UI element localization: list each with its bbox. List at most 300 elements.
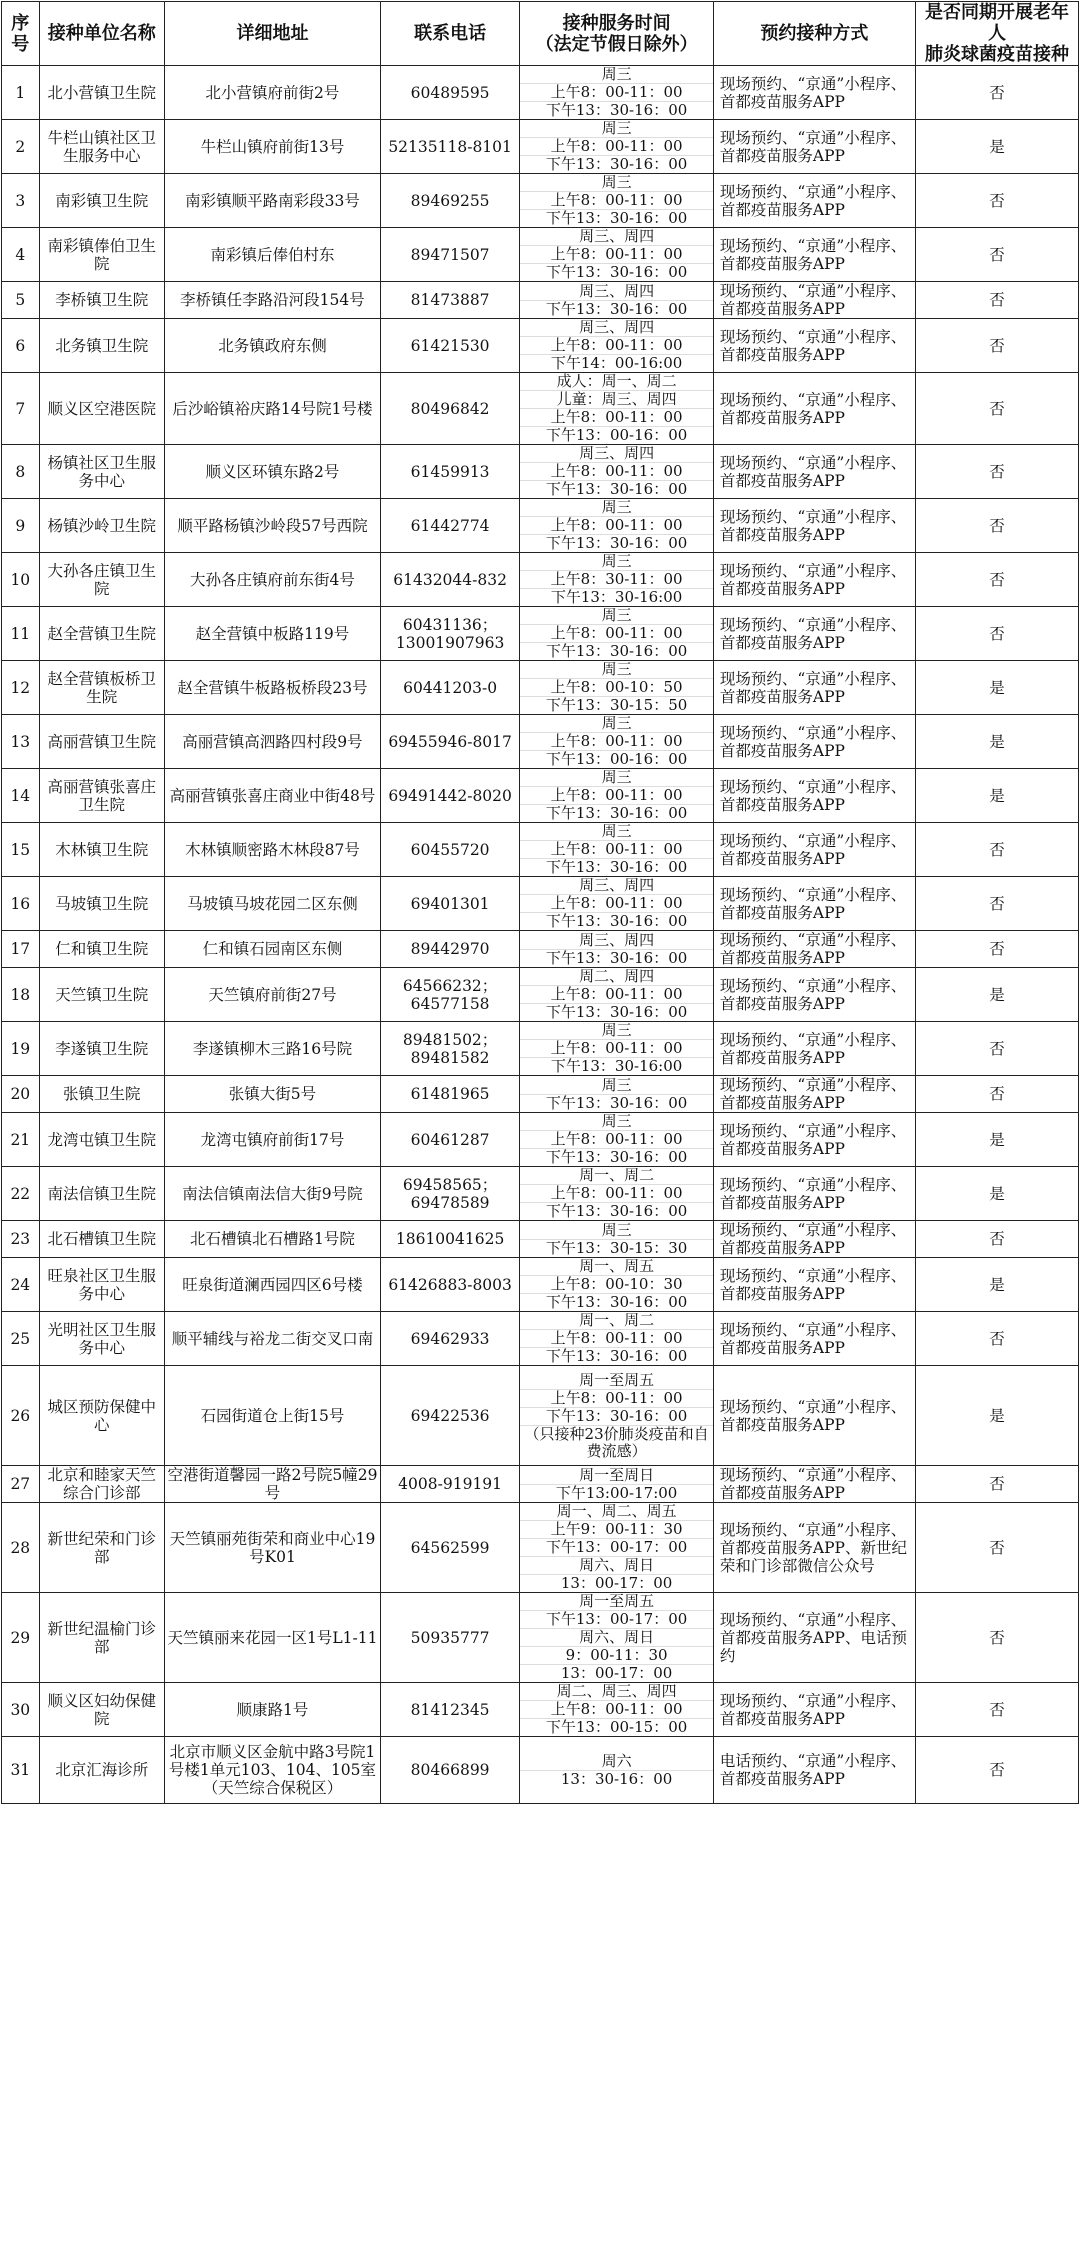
service-time-line: 下午13：30-16：00 [545,642,688,660]
pneumo-vaccine-flag: 是 [915,1167,1078,1221]
site-name: 北京和睦家天竺综合门诊部 [39,1466,164,1503]
site-address: 北京市顺义区金航中路3号院1号楼1单元103、104、105室（天竺综合保税区） [165,1737,381,1804]
site-phone: 61442774 [380,499,519,553]
service-time-line: 下午14：00-16:00 [550,354,683,372]
header-pneumo-line1: 是否同期开展老年人 [924,2,1069,44]
service-time-line: 周三 [520,1222,713,1240]
site-name: 大孙各庄镇卫生院 [39,553,164,607]
site-name: 李遂镇卫生院 [39,1022,164,1076]
site-address: 大孙各庄镇府前东街4号 [165,553,381,607]
service-time [520,319,714,373]
site-phone: 69462933 [380,1312,519,1366]
pneumo-vaccine-flag: 是 [915,661,1078,715]
booking-method: 现场预约、“京通”小程序、首都疫苗服务APP [713,931,915,968]
service-time-line: 上午8：00-11：00 [520,1701,713,1719]
service-time [520,553,714,607]
site-address: 龙湾屯镇府前街17号 [165,1113,381,1167]
service-time-line: 上午8：00-11：00 [520,841,713,859]
table-row [2,607,1079,661]
row-number: 31 [2,1737,40,1804]
row-number: 13 [2,715,40,769]
pneumo-vaccine-flag: 否 [915,445,1078,499]
booking-method: 现场预约、“京通”小程序、首都疫苗服务APP [713,553,915,607]
table-row [2,1221,1079,1258]
service-time-line: 周一至周五 [520,1593,713,1611]
pneumo-vaccine-flag: 是 [915,769,1078,823]
site-name: 南彩镇俸伯卫生院 [39,228,164,282]
service-time-line: 上午8：00-11：00 [520,1390,713,1408]
booking-method: 现场预约、“京通”小程序、首都疫苗服务APP [713,1466,915,1503]
booking-method: 现场预约、“京通”小程序、首都疫苗服务APP [713,1312,915,1366]
row-number: 29 [2,1593,40,1683]
service-time-line: 周三、周四 [520,319,713,337]
site-phone: 50935777 [380,1593,519,1683]
pneumo-vaccine-flag: 否 [915,228,1078,282]
service-time-line: 下午13：30-16：00 [545,1003,688,1021]
booking-method: 现场预约、“京通”小程序、首都疫苗服务APP [713,373,915,445]
table-row [2,1737,1079,1804]
service-time-line: 上午8：00-11：00 [520,337,713,355]
service-time-line: 周三 [520,715,713,733]
site-name: 城区预防保健中心 [39,1366,164,1466]
table-body [2,66,1079,1804]
service-time-line: 下午13：30-16：00 [545,155,688,173]
site-phone: 61481965 [380,1076,519,1113]
booking-method: 现场预约、“京通”小程序、首都疫苗服务APP [713,445,915,499]
row-number: 23 [2,1221,40,1258]
site-phone: 52135118-8101 [380,120,519,174]
service-time-line: 周三、周四 [520,283,713,301]
header-pneumo [915,2,1078,66]
table-row [2,1503,1079,1593]
service-time [520,715,714,769]
pneumo-vaccine-flag: 否 [915,1221,1078,1258]
pneumo-vaccine-flag: 是 [915,120,1078,174]
service-time-line: 下午13：30-16：00 [545,1093,688,1112]
site-name: 李桥镇卫生院 [39,282,164,319]
table-row [2,66,1079,120]
service-time-line: 周三、周四 [520,445,713,463]
site-address: 木林镇顺密路木林段87号 [165,823,381,877]
booking-method: 现场预约、“京通”小程序、首都疫苗服务APP [713,661,915,715]
row-number: 22 [2,1167,40,1221]
booking-method: 现场预约、“京通”小程序、首都疫苗服务APP [713,1167,915,1221]
header-time [520,2,714,66]
service-time-line: 上午8：00-11：00 [520,84,713,102]
service-time-line: 下午13：30-15：30 [545,1238,688,1257]
site-address: 赵全营镇中板路119号 [165,607,381,661]
service-time-line: 下午13：30-16：00 [545,858,688,876]
table-row [2,715,1079,769]
site-phone: 69455946-8017 [380,715,519,769]
pneumo-vaccine-flag: 否 [915,282,1078,319]
booking-method: 现场预约、“京通”小程序、首都疫苗服务APP [713,319,915,373]
table-row [2,823,1079,877]
service-time [520,931,714,968]
row-number: 30 [2,1683,40,1737]
booking-method: 现场预约、“京通”小程序、首都疫苗服务APP [713,1022,915,1076]
header-name: 接种单位名称 [39,2,164,66]
service-time-line: 成人：周一、周二 [520,373,713,391]
service-time-line: 下午13：30-16：00 [545,263,688,281]
site-name: 北小营镇卫生院 [39,66,164,120]
site-phone: 69491442-8020 [380,769,519,823]
pneumo-vaccine-flag: 是 [915,968,1078,1022]
service-time-line: 周三 [520,1077,713,1095]
service-time-line: 下午13：30-16：00 [545,1148,688,1166]
site-name: 南彩镇卫生院 [39,174,164,228]
site-address: 李遂镇柳木三路16号院 [165,1022,381,1076]
service-time-line: 下午13:00-17:00 [555,1483,678,1502]
site-phone: 60461287 [380,1113,519,1167]
site-address: 天竺镇丽苑街荣和商业中心19号K01 [165,1503,381,1593]
table-row [2,661,1079,715]
site-name: 仁和镇卫生院 [39,931,164,968]
service-time [520,66,714,120]
service-time-line: 周一、周二、周五 [520,1503,713,1521]
pneumo-vaccine-flag: 否 [915,1076,1078,1113]
table-row [2,282,1079,319]
table-row [2,1022,1079,1076]
site-address: 天竺镇丽来花园一区1号L1-11 [165,1593,381,1683]
service-time-line: 周一、周二 [520,1312,713,1330]
service-time-line: 周三 [520,1113,713,1131]
site-name: 杨镇社区卫生服务中心 [39,445,164,499]
service-time-line: 下午13：30-16：00 [545,948,688,967]
table-row [2,499,1079,553]
site-address: 高丽营镇张喜庄商业中街48号 [165,769,381,823]
row-number: 10 [2,553,40,607]
table-row [2,968,1079,1022]
pneumo-vaccine-flag: 是 [915,1258,1078,1312]
site-name: 顺义区妇幼保健院 [39,1683,164,1737]
service-time-line: 上午8：00-11：00 [520,625,713,643]
service-time [520,1221,714,1258]
pneumo-vaccine-flag: 否 [915,373,1078,445]
table-row [2,1466,1079,1503]
service-time-line: 下午13：30-16：00 [545,1347,688,1365]
site-name: 高丽营镇卫生院 [39,715,164,769]
service-time-line: 周三、周四 [520,932,713,950]
service-time-line: 上午8：00-11：00 [520,246,713,264]
pneumo-vaccine-flag: 否 [915,607,1078,661]
service-time-line: 儿童：周三、周四 [520,391,713,409]
table-row [2,1076,1079,1113]
table-row [2,228,1079,282]
table-row [2,319,1079,373]
header-row [2,2,1079,66]
service-time-line: 上午8：00-11：00 [520,192,713,210]
site-name: 新世纪温榆门诊部 [39,1593,164,1683]
service-time-line: 上午9：00-11：30 [520,1521,713,1539]
service-time [520,607,714,661]
service-time [520,499,714,553]
booking-method: 现场预约、“京通”小程序、首都疫苗服务APP [713,1076,915,1113]
service-time-line: 周三 [520,499,713,517]
table-row [2,1366,1079,1466]
table-row [2,1167,1079,1221]
booking-method: 电话预约、“京通”小程序、首都疫苗服务APP [713,1737,915,1804]
service-time-line: 上午8：00-11：00 [520,409,713,427]
booking-method: 现场预约、“京通”小程序、首都疫苗服务APP [713,607,915,661]
service-time-line: 周三 [520,120,713,138]
service-time-line: 下午13：30-16：00 [545,480,688,498]
site-address: 高丽营镇高泗路四村段9号 [165,715,381,769]
booking-method: 现场预约、“京通”小程序、首都疫苗服务APP [713,1258,915,1312]
service-time [520,1076,714,1113]
row-number: 7 [2,373,40,445]
site-phone: 89469255 [380,174,519,228]
row-number: 6 [2,319,40,373]
site-address: 马坡镇马坡花园二区东侧 [165,877,381,931]
service-time-line: 周一、周五 [520,1258,713,1276]
service-time-line: 上午8：00-11：00 [520,1040,713,1058]
site-name: 杨镇沙岭卫生院 [39,499,164,553]
service-time [520,228,714,282]
row-number: 15 [2,823,40,877]
table-row [2,931,1079,968]
row-number: 4 [2,228,40,282]
site-phone: 80496842 [380,373,519,445]
booking-method: 现场预约、“京通”小程序、首都疫苗服务APP、新世纪荣和门诊部微信公众号 [713,1503,915,1593]
booking-method: 现场预约、“京通”小程序、首都疫苗服务APP [713,282,915,319]
service-time-line: 下午13：30-16:00 [550,588,683,606]
pneumo-vaccine-flag: 否 [915,823,1078,877]
site-address: 空港街道馨园一路2号院5幢29号 [165,1466,381,1503]
service-time-line: 周三 [520,661,713,679]
site-name: 新世纪荣和门诊部 [39,1503,164,1593]
pneumo-vaccine-flag: 是 [915,1366,1078,1466]
site-phone: 64562599 [380,1503,519,1593]
service-time [520,120,714,174]
service-time-line: 上午8：30-11：00 [520,571,713,589]
service-time-line: 周六、周日 [520,1557,713,1575]
row-number: 17 [2,931,40,968]
service-time [520,877,714,931]
row-number: 28 [2,1503,40,1593]
service-time-line: 下午13：30-16：00 [520,1408,713,1426]
service-time [520,1366,714,1466]
pneumo-vaccine-flag: 否 [915,553,1078,607]
service-time [520,823,714,877]
service-time-line: 周二、周四 [520,968,713,986]
booking-method: 现场预约、“京通”小程序、首都疫苗服务APP [713,715,915,769]
table-row [2,1113,1079,1167]
service-time-line: 下午13：00-16：00 [545,426,688,444]
service-time-line: 下午13：00-17：00 [520,1611,713,1629]
site-name: 天竺镇卫生院 [39,968,164,1022]
site-phone: 60431136；13001907963 [380,607,519,661]
service-time [520,1022,714,1076]
booking-method: 现场预约、“京通”小程序、首都疫苗服务APP [713,823,915,877]
row-number: 19 [2,1022,40,1076]
service-time [520,373,714,445]
service-time-line: 下午13：30-16：00 [545,209,688,227]
service-time-line: 上午8：00-11：00 [520,1131,713,1149]
site-name: 高丽营镇张喜庄卫生院 [39,769,164,823]
site-address: 南法信镇南法信大街9号院 [165,1167,381,1221]
site-name: 木林镇卫生院 [39,823,164,877]
service-time [520,769,714,823]
site-name: 赵全营镇卫生院 [39,607,164,661]
site-phone: 4008-919191 [380,1466,519,1503]
row-number: 1 [2,66,40,120]
row-number: 5 [2,282,40,319]
pneumo-vaccine-flag: 是 [915,715,1078,769]
site-phone: 64566232；64577158 [380,968,519,1022]
service-time [520,445,714,499]
service-time-line: 上午8：00-11：00 [520,463,713,481]
pneumo-vaccine-flag: 否 [915,1466,1078,1503]
site-phone: 60489595 [380,66,519,120]
table-row [2,553,1079,607]
service-time [520,1113,714,1167]
service-time-line: 周三 [520,174,713,192]
pneumo-vaccine-flag: 否 [915,499,1078,553]
row-number: 8 [2,445,40,499]
site-phone: 69401301 [380,877,519,931]
site-address: 天竺镇府前街27号 [165,968,381,1022]
table-row [2,174,1079,228]
site-address: 南彩镇后俸伯村东 [165,228,381,282]
service-time-line: 周三、周四 [520,228,713,246]
site-phone: 89471507 [380,228,519,282]
pneumo-vaccine-flag: 否 [915,877,1078,931]
site-phone: 69458565；69478589 [380,1167,519,1221]
pneumo-vaccine-flag: 否 [915,931,1078,968]
service-time-line: 周三 [520,553,713,571]
site-name: 北石槽镇卫生院 [39,1221,164,1258]
pneumo-vaccine-flag: 否 [915,1022,1078,1076]
booking-method: 现场预约、“京通”小程序、首都疫苗服务APP [713,174,915,228]
service-time-line: 下午13：30-16：00 [545,912,688,930]
site-name: 北京汇海诊所 [39,1737,164,1804]
service-time-line: 周三 [520,823,713,841]
service-time-line: 周一至周五 [520,1372,713,1390]
site-phone: 61459913 [380,445,519,499]
site-phone: 89481502；89481582 [380,1022,519,1076]
table-row [2,1683,1079,1737]
site-name: 旺泉社区卫生服务中心 [39,1258,164,1312]
header-phone: 联系电话 [380,2,519,66]
site-phone: 61421530 [380,319,519,373]
header-time-line2: （法定节假日除外） [535,33,698,55]
service-time-line: 13：00-17：00 [560,1574,673,1592]
table-row [2,1258,1079,1312]
service-time [520,661,714,715]
site-phone: 81412345 [380,1683,519,1737]
service-time [520,1312,714,1366]
site-address: 牛栏山镇府前街13号 [165,120,381,174]
service-time-line: 上午8：00-11：00 [520,733,713,751]
row-number: 14 [2,769,40,823]
row-number: 12 [2,661,40,715]
row-number: 24 [2,1258,40,1312]
table-row [2,769,1079,823]
pneumo-vaccine-flag: 否 [915,319,1078,373]
row-number: 3 [2,174,40,228]
site-name: 赵全营镇板桥卫生院 [39,661,164,715]
site-name: 马坡镇卫生院 [39,877,164,931]
service-time [520,1167,714,1221]
service-time-line: 13：30-16：00 [560,1769,673,1788]
site-address: 张镇大街5号 [165,1076,381,1113]
booking-method: 现场预约、“京通”小程序、首都疫苗服务APP [713,1366,915,1466]
service-time-line: 下午13：30-16：00 [545,804,688,822]
service-time-line: 周三 [520,607,713,625]
pneumo-vaccine-flag: 否 [915,1683,1078,1737]
site-phone: 61426883-8003 [380,1258,519,1312]
site-name: 牛栏山镇社区卫生服务中心 [39,120,164,174]
row-number: 20 [2,1076,40,1113]
service-time-line: 周一至周日 [520,1467,713,1485]
service-time-line: 周二、周三、周四 [520,1683,713,1701]
site-address: 后沙峪镇裕庆路14号院1号楼 [165,373,381,445]
site-phone: 60441203-0 [380,661,519,715]
site-address: 旺泉街道澜西园四区6号楼 [165,1258,381,1312]
pneumo-vaccine-flag: 否 [915,1503,1078,1593]
service-time-line: 下午13：00-15：00 [545,1718,688,1736]
pneumo-vaccine-flag: 否 [915,1737,1078,1804]
service-time [520,1683,714,1737]
site-address: 北石槽镇北石槽路1号院 [165,1221,381,1258]
service-time [520,968,714,1022]
row-number: 2 [2,120,40,174]
site-address: 北务镇政府东侧 [165,319,381,373]
service-time-line: （只接种23价肺炎疫苗和自费流感） [524,1424,709,1460]
site-address: 李桥镇任李路沿河段154号 [165,282,381,319]
service-time-line: 下午13：30-16：00 [545,1293,688,1311]
service-time-line: 周六 [520,1753,713,1771]
booking-method: 现场预约、“京通”小程序、首都疫苗服务APP、电话预约 [713,1593,915,1683]
booking-method: 现场预约、“京通”小程序、首都疫苗服务APP [713,228,915,282]
table-row [2,1312,1079,1366]
site-address: 北小营镇府前街2号 [165,66,381,120]
service-time-line: 上午8：00-11：00 [520,138,713,156]
service-time-line: 周三 [520,1022,713,1040]
row-number: 18 [2,968,40,1022]
header-method: 预约接种方式 [713,2,915,66]
service-time-line: 上午8：00-11：00 [520,787,713,805]
service-time-line: 下午13：30-15：50 [545,696,688,714]
vaccination-sites-table [1,1,1079,1804]
table-row [2,120,1079,174]
service-time-line: 13：00-17：00 [560,1664,673,1682]
site-phone: 60455720 [380,823,519,877]
service-time-line: 周三、周四 [520,877,713,895]
row-number: 16 [2,877,40,931]
header-time-line1: 接种服务时间 [562,12,671,34]
service-time-line: 下午13：30-16：00 [545,101,688,119]
table-row [2,877,1079,931]
service-time-line: 下午13：30-16：00 [545,534,688,552]
booking-method: 现场预约、“京通”小程序、首都疫苗服务APP [713,499,915,553]
service-time [520,174,714,228]
site-address: 顺康路1号 [165,1683,381,1737]
booking-method: 现场预约、“京通”小程序、首都疫苗服务APP [713,120,915,174]
table-row [2,1593,1079,1683]
site-address: 顺平辅线与裕龙二街交叉口南 [165,1312,381,1366]
table-row [2,373,1079,445]
service-time-line: 下午13：00-16：00 [545,750,688,768]
service-time-line: 下午13：30-16：00 [545,1202,688,1220]
site-address: 仁和镇石园南区东侧 [165,931,381,968]
pneumo-vaccine-flag: 否 [915,66,1078,120]
site-address: 石园街道仓上街15号 [165,1366,381,1466]
booking-method: 现场预约、“京通”小程序、首都疫苗服务APP [713,769,915,823]
site-phone: 89442970 [380,931,519,968]
site-name: 龙湾屯镇卫生院 [39,1113,164,1167]
